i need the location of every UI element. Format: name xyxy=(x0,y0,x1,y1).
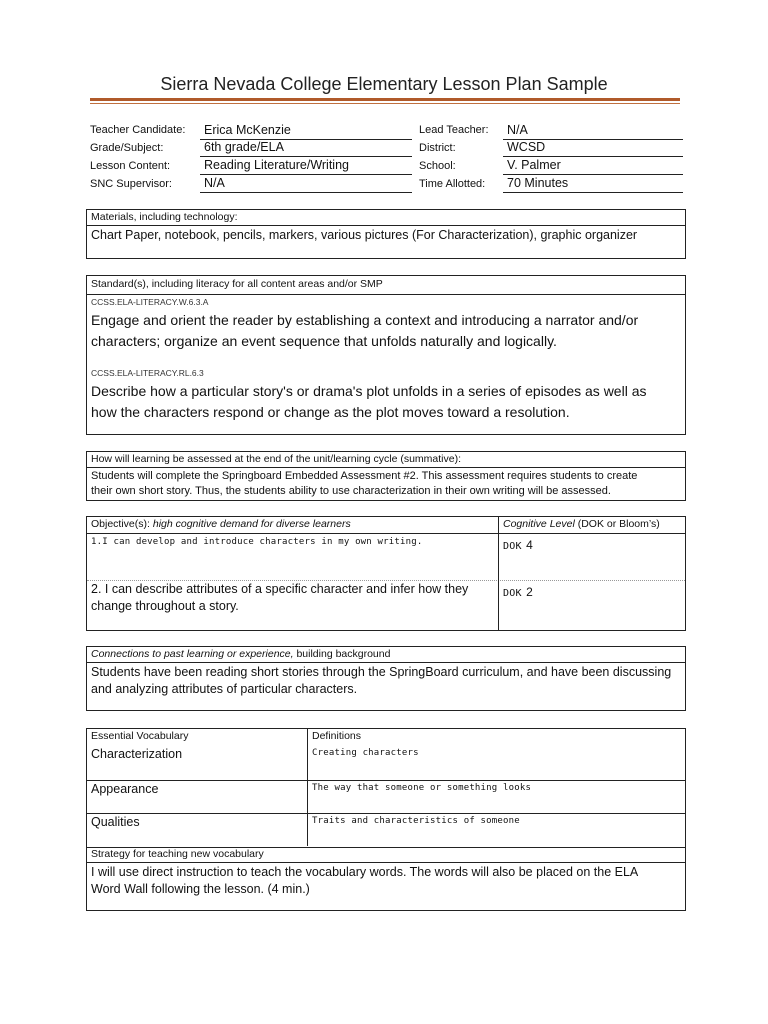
cognitive-level-italic: Cognitive Level xyxy=(503,518,575,530)
lead-teacher-value: N/A xyxy=(503,122,683,140)
vocabulary-box xyxy=(86,728,686,911)
objectives-label-prefix: Objective(s): xyxy=(91,518,153,530)
connections-label xyxy=(91,648,390,660)
snc-supervisor-label: SNC Supervisor: xyxy=(90,178,172,190)
assessment-text-2: their own short story. Thus, the students ability to use characterization in their own writing will be assessed. xyxy=(91,485,611,497)
teacher-candidate-label: Teacher Candidate: xyxy=(90,124,186,136)
standard-text-2a: Describe how a particular story's or drama's plot unfolds in a series of episodes as well as xyxy=(91,383,647,399)
grade-subject-label: Grade/Subject: xyxy=(90,142,164,154)
teacher-candidate-value: Erica McKenzie xyxy=(200,122,412,140)
standard-code-1: CCSS.ELA-LITERACY.W.6.3.A xyxy=(91,297,209,307)
lesson-content-label: Lesson Content: xyxy=(90,160,171,172)
connections-text-2: and analyzing attributes of particular characters. xyxy=(91,682,358,696)
connections-label-italic: Connections to past learning or experience, xyxy=(91,648,294,660)
lead-teacher-label: Lead Teacher: xyxy=(419,124,489,136)
materials-label: Materials, including technology: xyxy=(91,211,238,223)
objectives-box xyxy=(86,516,686,631)
school-value: V. Palmer xyxy=(503,157,683,175)
assessment-text-1: Students will complete the Springboard Embedded Assessment #2. This assessment requires students to create xyxy=(91,470,638,482)
page-title: Sierra Nevada College Elementary Lesson Plan Sample xyxy=(160,74,608,94)
connections-box xyxy=(86,646,686,711)
cognitive-level-label xyxy=(503,518,660,530)
objectives-label xyxy=(91,518,351,530)
lesson-content-value: Reading Literature/Writing xyxy=(200,157,412,175)
vocabulary-col2-label: Definitions xyxy=(312,730,362,742)
vocab-definition-1: Creating characters xyxy=(312,748,419,758)
objectives-label-italic: high cognitive demand for diverse learners xyxy=(152,518,351,530)
standards-box xyxy=(86,275,686,435)
connections-label-suffix: building background xyxy=(293,648,391,660)
district-label: District: xyxy=(419,142,456,154)
vocab-strategy-text-2: Word Wall following the lesson. (4 min.) xyxy=(91,882,310,896)
vocab-definition-2: The way that someone or something looks xyxy=(312,783,532,793)
district-value: WCSD xyxy=(503,139,683,157)
standard-text-2b: how the characters respond or change as the plot moves toward a resolution. xyxy=(91,404,570,420)
vocab-strategy-text-1: I will use direct instruction to teach the vocabulary words. The words will also be placed on the ELA xyxy=(91,865,639,879)
objective-2-text-a: 2. I can describe attributes of a specific character and infer how they xyxy=(91,582,469,596)
time-allotted-label: Time Allotted: xyxy=(419,178,486,190)
materials-box xyxy=(86,209,686,259)
objective-2-text-b: change throughout a story. xyxy=(91,599,239,613)
objective-1-dok xyxy=(503,536,533,554)
objective-2-dok-value: 2 xyxy=(526,585,533,599)
cognitive-level-suffix: (DOK or Bloom’s) xyxy=(574,518,660,530)
vocab-term-1: Characterization xyxy=(91,747,183,761)
vocab-term-2: Appearance xyxy=(91,782,159,796)
vocab-strategy-label: Strategy for teaching new vocabulary xyxy=(91,848,264,860)
objective-1-dok-value: 4 xyxy=(526,538,533,552)
objective-1-text: 1.I can develop and introduce characters in my own writing. xyxy=(91,537,423,547)
school-label: School: xyxy=(419,160,456,172)
vocabulary-col1-label: Essential Vocabulary xyxy=(91,730,189,742)
objective-2-dok-label: DOK xyxy=(503,588,522,599)
standard-code-2: CCSS.ELA-LITERACY.RL.6.3 xyxy=(91,368,204,378)
materials-text: Chart Paper, notebook, pencils, markers, various pictures (For Characterization), graphic organizer xyxy=(91,228,638,242)
assessment-box xyxy=(86,451,686,501)
grade-subject-value: 6th grade/ELA xyxy=(200,139,412,157)
standards-label: Standard(s), including literacy for all content areas and/or SMP xyxy=(91,278,383,290)
time-allotted-value: 70 Minutes xyxy=(503,175,683,193)
standard-text-1a: Engage and orient the reader by establishing a context and introducing a narrator and/or xyxy=(91,312,639,328)
standard-text-1b: characters; organize an event sequence that unfolds naturally and logically. xyxy=(91,333,557,349)
snc-supervisor-value: N/A xyxy=(200,175,412,193)
vocab-definition-3: Traits and characteristics of someone xyxy=(312,816,520,826)
assessment-label: How will learning be assessed at the end of the unit/learning cycle (summative): xyxy=(91,453,462,465)
objective-2-dok xyxy=(503,583,533,601)
title-rule xyxy=(90,98,680,101)
vocab-term-3: Qualities xyxy=(91,815,140,829)
objective-1-dok-label: DOK xyxy=(503,541,522,552)
title-rule-thin xyxy=(90,103,680,104)
connections-text-1: Students have been reading short stories through the SpringBoard curriculum, and have been discussing xyxy=(91,665,672,679)
